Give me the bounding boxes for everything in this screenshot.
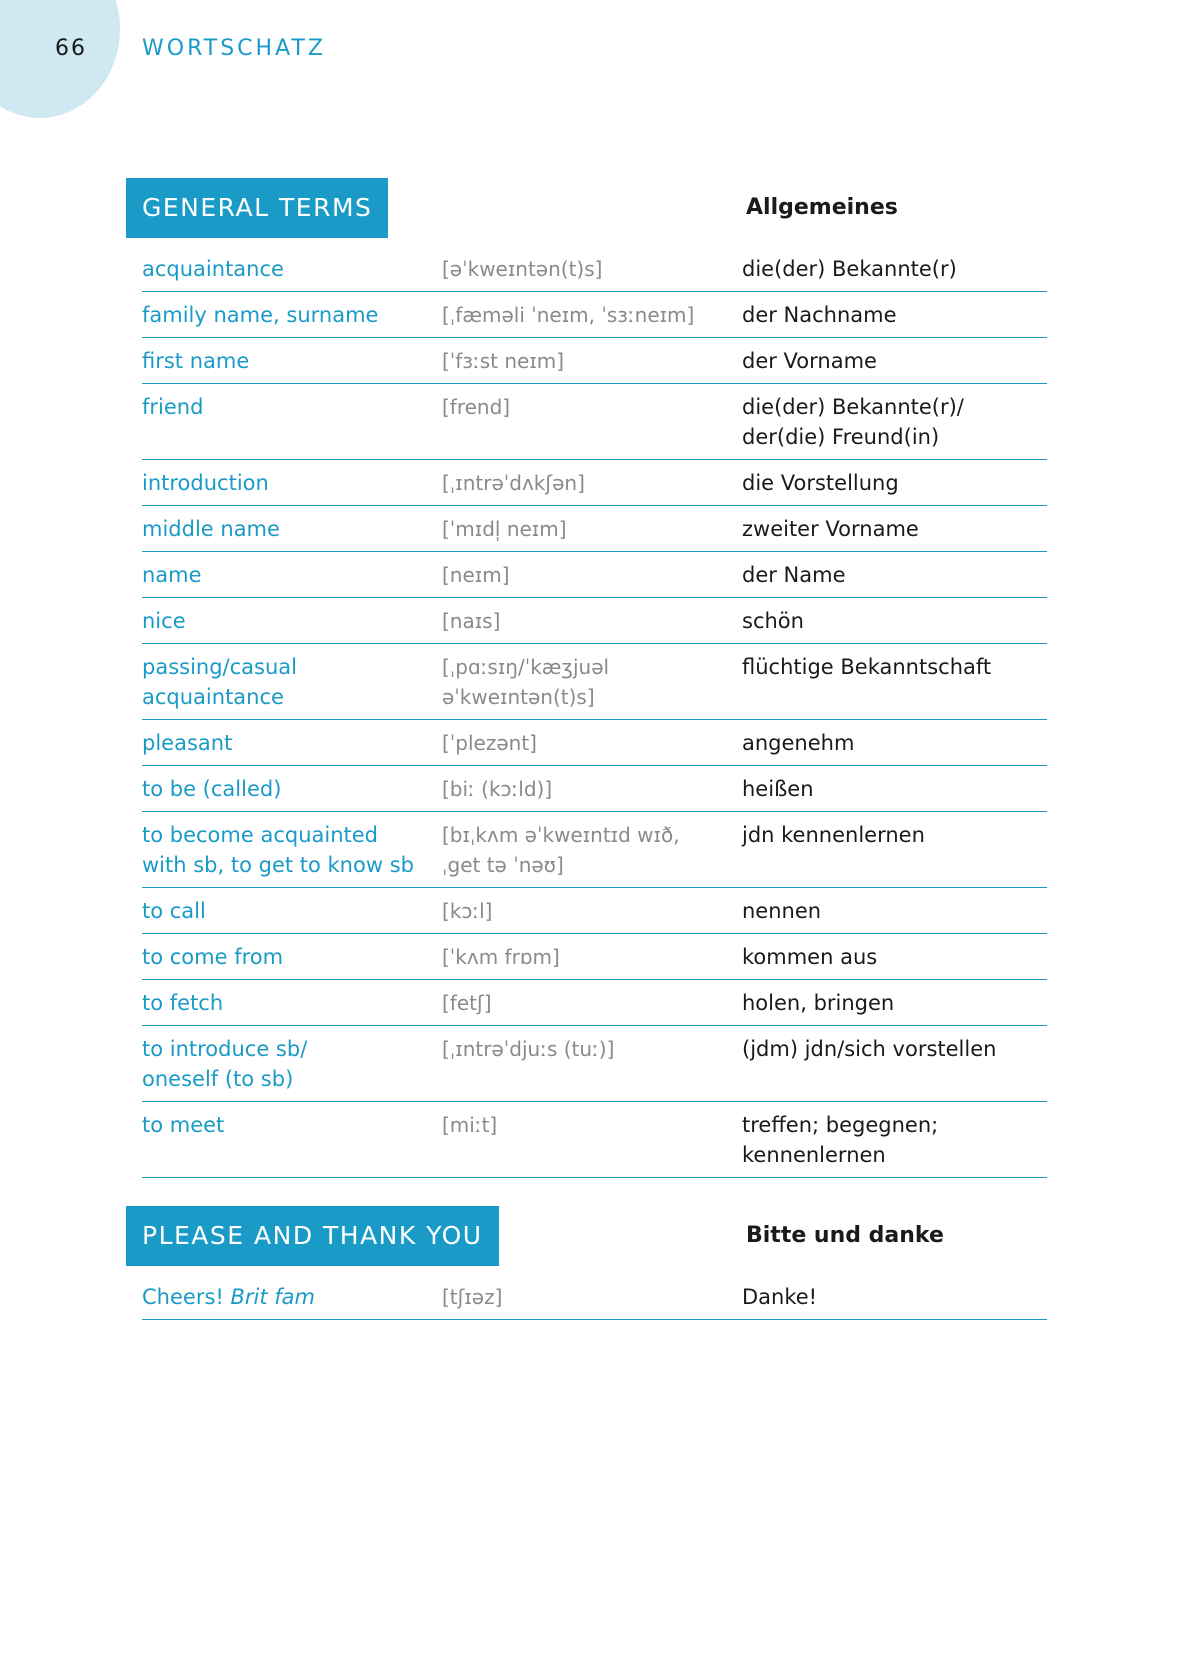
vocab-row	[142, 888, 1047, 934]
german-translation: heißen	[742, 777, 814, 801]
section-header	[126, 1206, 1046, 1266]
german-translation: die(der) Bekannte(r)	[742, 257, 957, 281]
vocab-row	[142, 506, 1047, 552]
phonetic-transcription: [ˌpɑːsɪŋ/ˈkæʒjuəl əˈkweɪntən(t)s]	[442, 655, 610, 709]
vocab-row	[142, 720, 1047, 766]
phonetic-transcription: [ˌfæməli ˈneɪm, ˈsɜːneɪm]	[442, 303, 695, 327]
phonetic-transcription: [əˈkweɪntən(t)s]	[442, 257, 603, 281]
section-title: PLEASE AND THANK YOU	[126, 1206, 499, 1266]
german-translation: Danke!	[742, 1285, 818, 1309]
english-term: to meet	[142, 1113, 225, 1137]
vocab-row	[142, 812, 1047, 888]
german-translation: kommen aus	[742, 945, 878, 969]
section-please-and-thank-you	[126, 1206, 1046, 1320]
phonetic-transcription: [frend]	[442, 395, 511, 419]
phonetic-transcription: [neɪm]	[442, 563, 510, 587]
english-term: first name	[142, 349, 250, 373]
german-translation: (jdm) jdn/sich vorstellen	[742, 1037, 997, 1061]
running-title: WORTSCHATZ	[142, 36, 326, 61]
english-term: passing/casual acquaintance	[142, 655, 297, 709]
vocab-row	[142, 644, 1047, 720]
german-translation: der Nachname	[742, 303, 897, 327]
phonetic-transcription: [ˈmɪdl̩ neɪm]	[442, 517, 567, 541]
english-term: to come from	[142, 945, 284, 969]
phonetic-transcription: [ˈplezənt]	[442, 731, 537, 755]
english-term: middle name	[142, 517, 280, 541]
german-translation: nennen	[742, 899, 822, 923]
german-translation: die Vorstellung	[742, 471, 899, 495]
german-translation: jdn kennenlernen	[742, 823, 925, 847]
vocab-row	[142, 980, 1047, 1026]
vocab-row	[142, 1274, 1047, 1320]
phonetic-transcription: [tʃɪəz]	[442, 1285, 503, 1309]
english-term: nice	[142, 609, 186, 633]
phonetic-transcription: [ˈfɜːst neɪm]	[442, 349, 565, 373]
german-translation: die(der) Bekannte(r)/ der(die) Freund(in)	[742, 395, 964, 449]
english-term: introduction	[142, 471, 269, 495]
german-translation: zweiter Vorname	[742, 517, 919, 541]
section-title: GENERAL TERMS	[126, 178, 388, 238]
english-term	[142, 1282, 442, 1312]
english-term: acquaintance	[142, 257, 284, 281]
phonetic-transcription: [fetʃ]	[442, 991, 492, 1015]
english-term: pleasant	[142, 731, 233, 755]
german-translation: der Vorname	[742, 349, 877, 373]
vocab-row	[142, 1102, 1047, 1178]
vocab-row	[142, 460, 1047, 506]
section-title-german: Bitte und danke	[746, 1223, 944, 1248]
vocab-row	[142, 246, 1047, 292]
phonetic-transcription: [biː (kɔːld)]	[442, 777, 553, 801]
vocab-row	[142, 598, 1047, 644]
english-word: Cheers!	[142, 1285, 224, 1309]
german-translation: treffen; begegnen; kennenlernen	[742, 1113, 939, 1167]
english-term: to be (called)	[142, 777, 282, 801]
german-translation: angenehm	[742, 731, 855, 755]
vocabulary-list	[142, 246, 1047, 1178]
vocab-row	[142, 384, 1047, 460]
section-header	[126, 178, 1046, 238]
phonetic-transcription: [ˌɪntrəˈdjuːs (tuː)]	[442, 1037, 615, 1061]
phonetic-transcription: [kɔːl]	[442, 899, 493, 923]
page-number: 66	[55, 36, 87, 61]
german-translation: der Name	[742, 563, 846, 587]
vocab-row	[142, 934, 1047, 980]
section-general-terms	[126, 178, 1046, 1178]
english-term: family name, surname	[142, 303, 379, 327]
english-term: to fetch	[142, 991, 224, 1015]
phonetic-transcription: [miːt]	[442, 1113, 498, 1137]
english-term: to become acquainted with sb, to get to know sb	[142, 823, 414, 877]
english-term: name	[142, 563, 202, 587]
phonetic-transcription: [naɪs]	[442, 609, 501, 633]
section-title-german: Allgemeines	[746, 195, 898, 220]
english-term: to introduce sb/ oneself (to sb)	[142, 1037, 308, 1091]
vocab-row	[142, 766, 1047, 812]
vocab-row	[142, 552, 1047, 598]
english-term: to call	[142, 899, 206, 923]
english-term: friend	[142, 395, 204, 419]
phonetic-transcription: [bɪˌkʌm əˈkweɪntɪd wɪð, ˌget tə ˈnəʊ]	[442, 823, 680, 877]
vocab-row	[142, 1026, 1047, 1102]
german-translation: holen, bringen	[742, 991, 895, 1015]
german-translation: schön	[742, 609, 804, 633]
german-translation: flüchtige Bekanntschaft	[742, 655, 992, 679]
vocabulary-list	[142, 1274, 1047, 1320]
usage-label: Brit fam	[230, 1285, 316, 1309]
vocab-row	[142, 338, 1047, 384]
phonetic-transcription: [ˌɪntrəˈdʌkʃən]	[442, 471, 585, 495]
phonetic-transcription: [ˈkʌm frɒm]	[442, 945, 560, 969]
vocab-row	[142, 292, 1047, 338]
